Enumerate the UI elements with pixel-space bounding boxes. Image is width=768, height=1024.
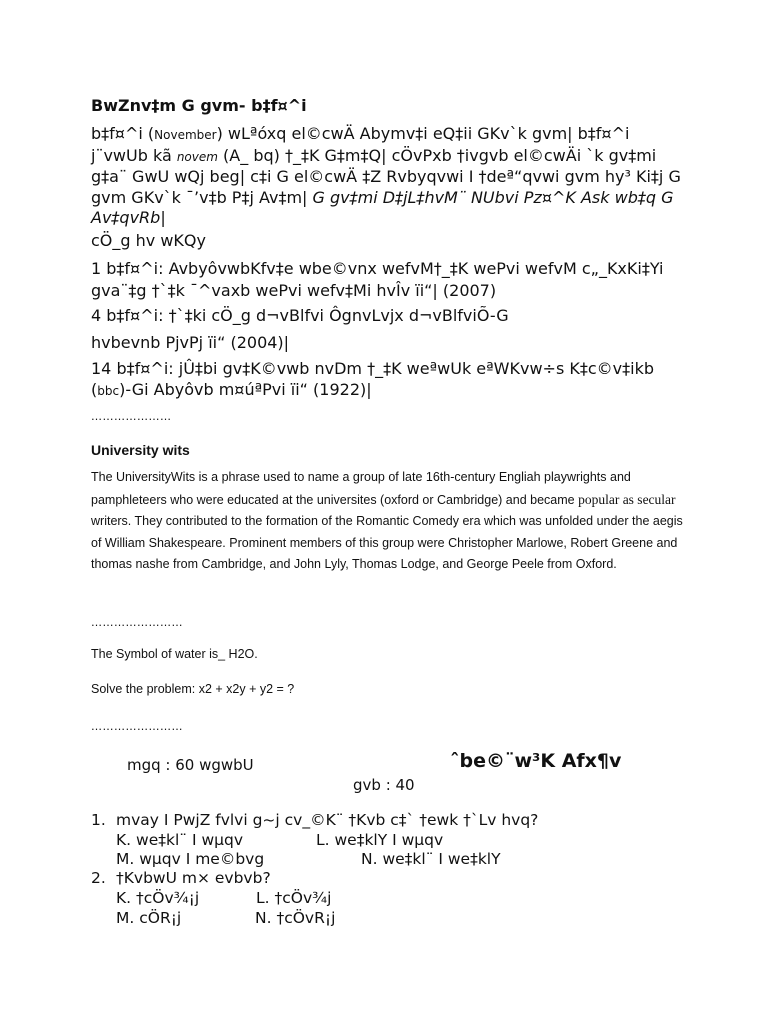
intro-text-b: ) wLªóxq el©cwÄ Abymv‡i eQ‡ii GKv`k gvm| b‡f¤^i j¨vwUb kã <box>91 124 630 165</box>
question-1-option-l: L. we‡klY I wµqv <box>316 831 444 849</box>
line5-bbc: bbc <box>97 384 120 398</box>
line5-text-b: )-Gi Abyôvb m¤úªPvi ïi“ (1922)| <box>119 380 372 399</box>
wits-text-b: writers. They contributed to the formation of the Romantic Comedy era which was unfolded under the aegis of William Shakespeare. Prominent members of this group were Christopher Marlowe, Robert Greene and thomas nashe from Cambridge, and John Lyly, Thomas Lodge, and George Peele from Oxford. <box>91 514 683 572</box>
exam-marks: gvb : 40 <box>353 776 415 794</box>
separator-dots-3: …………………… <box>91 720 183 733</box>
intro-novem: novem <box>176 149 218 164</box>
problem-line: Solve the problem: x2 + x2y + y2 = ? <box>91 682 295 696</box>
separator-dots-1: ………………… <box>91 410 172 423</box>
bangla-title: BwZnv‡m G gvm- b‡f¤^i <box>91 96 307 115</box>
bangla-line-1: cÖ_g hv wKQy <box>91 231 206 250</box>
bangla-line-4: hvbevnb PjvPj ïi“ (2004)| <box>91 333 290 352</box>
university-wits-paragraph <box>91 467 691 576</box>
line5-text-a: 14 b‡f¤^i: jÛ‡bi gv‡K©vwb nvDm †_‡K weªwUk eªWKvw÷s K‡c©v‡ikb ( <box>91 359 654 399</box>
question-1-option-n: N. we‡kl¨ I we‡klY <box>361 850 501 868</box>
bangla-line-5 <box>91 358 691 402</box>
question-2-option-n: N. †cÖvR¡j <box>255 909 336 927</box>
question-2-number: 2. <box>91 869 106 887</box>
water-symbol-line: The Symbol of water is_ H2O. <box>91 647 258 661</box>
bangla-intro-paragraph <box>91 124 691 229</box>
intro-november: November <box>154 128 217 142</box>
university-wits-heading: University wits <box>91 442 190 458</box>
question-2-text: †KvbwU m× evbvb? <box>116 869 271 887</box>
question-2-option-l: L. †cÖv¾j <box>256 889 332 907</box>
bangla-line-3: 4 b‡f¤^i: †`‡ki cÖ_g d¬vBlfvi ÔgnvLvjx d¬vBlfviÕ-G <box>91 306 509 325</box>
separator-dots-2: …………………… <box>91 616 183 629</box>
exam-heading: ˆbe©¨w³K Afx¶v <box>450 750 622 772</box>
intro-text-c: (A_ bq) †_‡K G‡m‡Q| cÖvPxb †ivgvb el©cwÄi `k gv‡mi g‡a¨ GwU wQj beg| c‡i G el©cwÄ ‡Z Rvbyqvwi I †deª“qvwi gvm hy³ Ki‡j G gvm GKv`k ¯’v‡b P‡j Av‡m| <box>91 145 681 207</box>
intro-italic-sentence: G gv‡mi D‡jL‡hvM¨ NUbvi Pz¤^K Ask wb‡q G Av‡qvRb| <box>91 187 674 227</box>
question-1-option-k: K. we‡kl¨ I wµqv <box>116 831 243 849</box>
exam-time: mgq : 60 wgwbU <box>127 756 254 774</box>
question-2-option-k: K. †cÖv¾¡j <box>116 889 200 907</box>
bangla-line-2: 1 b‡f¤^i: AvbyôvwbKfv‡e wbe©vnx wefvM†_‡K wePvi wefvM c„_KxKi‡Yi gva¨‡g †`‡k ¯^vaxb wePvi wefv‡Mi hvÎv ïi“| (2007) <box>91 259 664 300</box>
question-1-text: mvay I PwjZ fvlvi g~j cv_©K¨ †Kvb c‡` †ewk †`Lv hvq? <box>116 811 539 829</box>
wits-text-a: The UniversityWits is a phrase used to name a group of late 16th-century Engliah playwrights and pamphleteers who were educated at the universites (oxford or Cambridge) and became <box>91 470 631 507</box>
question-1-number: 1. <box>91 811 106 829</box>
wits-text-serif: popular as secular <box>578 491 676 507</box>
question-1-option-m: M. wµqv I me©bvg <box>116 850 265 868</box>
intro-text-a: b‡f¤^i ( <box>91 124 155 143</box>
question-2-option-m: M. cÖR¡j <box>116 909 182 927</box>
